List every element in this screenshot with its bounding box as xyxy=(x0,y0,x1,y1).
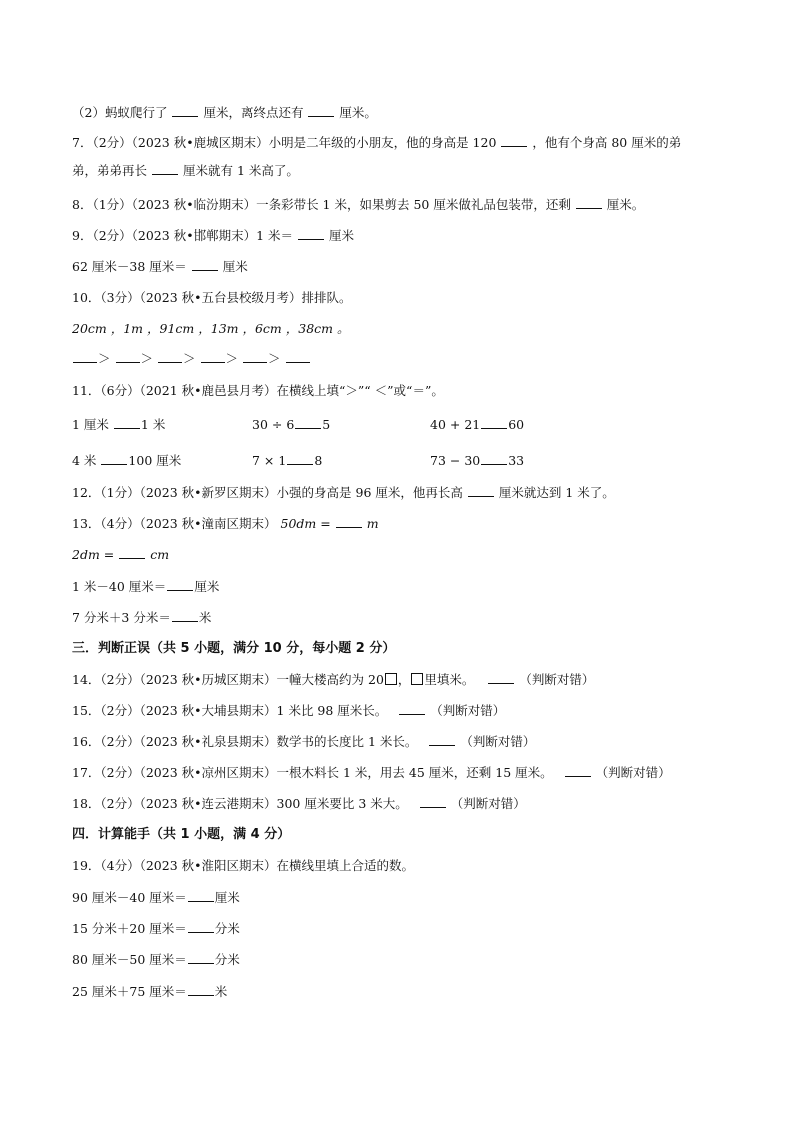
question-7: 7．（2分）（2023 秋•鹿城区期末）小明是二年级的小朋友，他的身高是 120 ，他有个身高 80 厘米的弟 xyxy=(72,135,682,150)
answer-blank[interactable] xyxy=(119,546,145,559)
answer-blank[interactable] xyxy=(172,609,198,622)
q19-line: 90 厘米－40 厘米＝ 厘米 xyxy=(72,890,240,905)
compare-item: 4 米 100 厘米 xyxy=(72,453,182,468)
answer-blank[interactable] xyxy=(73,350,97,363)
answer-blank[interactable] xyxy=(481,452,507,465)
question-8: 8．（1分）（2023 秋•临汾期末）一条彩带长 1 米，如果剪去 50 厘米做礼品包装带，还剩 厘米。 xyxy=(72,197,645,212)
answer-blank[interactable] xyxy=(158,350,182,363)
answer-blank[interactable] xyxy=(172,104,198,117)
answer-blank[interactable] xyxy=(468,484,494,497)
question-10: 10．（3分）（2023 秋•五台县校级月考）排排队。 xyxy=(72,290,352,305)
answer-blank[interactable] xyxy=(116,350,140,363)
question-14: 14．（2分）（2023 秋•历城区期末）一幢大楼高约为 20 ， 里填米。 （判断对错） xyxy=(72,672,595,687)
answer-blank[interactable] xyxy=(167,578,193,591)
question-19: 19．（4分）（2023 秋•淮阳区期末）在横线里填上合适的数。 xyxy=(72,858,415,873)
answer-blank[interactable] xyxy=(420,795,446,808)
section-3-heading: 三．判断正误（共 5 小题，满分 10 分，每小题 2 分） xyxy=(72,641,396,656)
question-10-items: 20cm ，1m ，91cm ，13m ，6cm ，38cm 。 xyxy=(72,321,350,336)
question-9-line2: 62 厘米－38 厘米＝ 厘米 xyxy=(72,259,248,274)
question-13: 13．（4分）（2023 秋•潼南区期末） 50dm = m xyxy=(72,516,379,531)
empty-box xyxy=(411,673,423,685)
question-10-order: ＞ ＞ ＞ ＞ ＞ xyxy=(72,350,311,368)
question-18: 18．（2分）（2023 秋•连云港期末）300 厘米要比 3 米大。 （判断对错） xyxy=(72,796,526,811)
answer-blank[interactable] xyxy=(188,920,214,933)
answer-blank[interactable] xyxy=(576,196,602,209)
answer-blank[interactable] xyxy=(287,452,313,465)
answer-blank[interactable] xyxy=(336,515,362,528)
answer-blank[interactable] xyxy=(481,416,507,429)
question-13-line3: 1 米－40 厘米＝ 厘米 xyxy=(72,579,220,594)
q19-line: 15 分米＋20 厘米＝ 分米 xyxy=(72,921,240,936)
question-13-line4: 7 分米＋3 分米＝ 米 xyxy=(72,610,212,625)
answer-blank[interactable] xyxy=(114,416,140,429)
question-12: 12．（1分）（2023 秋•新罗区期末）小强的身高是 96 厘米，他再长高 厘米就达到 1 米了。 xyxy=(72,485,615,500)
compare-item: 7 × 1 8 xyxy=(252,453,323,468)
compare-item: 30 ÷ 6 5 xyxy=(252,417,331,432)
answer-blank[interactable] xyxy=(399,702,425,715)
answer-blank[interactable] xyxy=(192,258,218,271)
answer-blank[interactable] xyxy=(308,104,334,117)
q19-line: 80 厘米－50 厘米＝ 分米 xyxy=(72,952,240,967)
answer-blank[interactable] xyxy=(565,764,591,777)
question-15: 15．（2分）（2023 秋•大埔县期末）1 米比 98 厘米长。 （判断对错） xyxy=(72,703,506,718)
answer-blank[interactable] xyxy=(188,889,214,902)
question-9: 9．（2分）（2023 秋•邯郸期末）1 米＝ 厘米 xyxy=(72,228,354,243)
empty-box xyxy=(385,673,397,685)
answer-blank[interactable] xyxy=(188,951,214,964)
question-16: 16．（2分）（2023 秋•礼泉县期末）数学书的长度比 1 米长。 （判断对错） xyxy=(72,734,536,749)
answer-blank[interactable] xyxy=(188,983,214,996)
answer-blank[interactable] xyxy=(295,416,321,429)
q19-line: 25 厘米＋75 厘米＝ 米 xyxy=(72,984,228,999)
answer-blank[interactable] xyxy=(101,452,127,465)
answer-blank[interactable] xyxy=(429,733,455,746)
compare-item: 73 − 30 33 xyxy=(430,453,525,468)
answer-blank[interactable] xyxy=(488,671,514,684)
question-17: 17．（2分）（2023 秋•凉州区期末）一根木料长 1 米，用去 45 厘米，还剩 15 厘米。 （判断对错） xyxy=(72,765,671,780)
question-13-line2: 2dm = cm xyxy=(72,547,170,562)
section-4-heading: 四．计算能手（共 1 小题，满 4 分） xyxy=(72,827,291,842)
question-11: 11．（6分）（2021 秋•鹿邑县月考）在横线上填“＞”“ ＜”或“＝”。 xyxy=(72,383,444,398)
question-7-line2: 弟，弟弟再长 厘米就有 1 米高了。 xyxy=(72,163,299,178)
answer-blank[interactable] xyxy=(298,227,324,240)
compare-item: 40 + 21 60 xyxy=(430,417,525,432)
answer-blank[interactable] xyxy=(286,350,310,363)
answer-blank[interactable] xyxy=(243,350,267,363)
answer-blank[interactable] xyxy=(201,350,225,363)
compare-item: 1 厘米 1 米 xyxy=(72,417,166,432)
q6-part2: （2）蚂蚁爬行了 厘米，离终点还有 厘米。 xyxy=(72,105,377,120)
answer-blank[interactable] xyxy=(152,162,178,175)
answer-blank[interactable] xyxy=(501,134,527,147)
